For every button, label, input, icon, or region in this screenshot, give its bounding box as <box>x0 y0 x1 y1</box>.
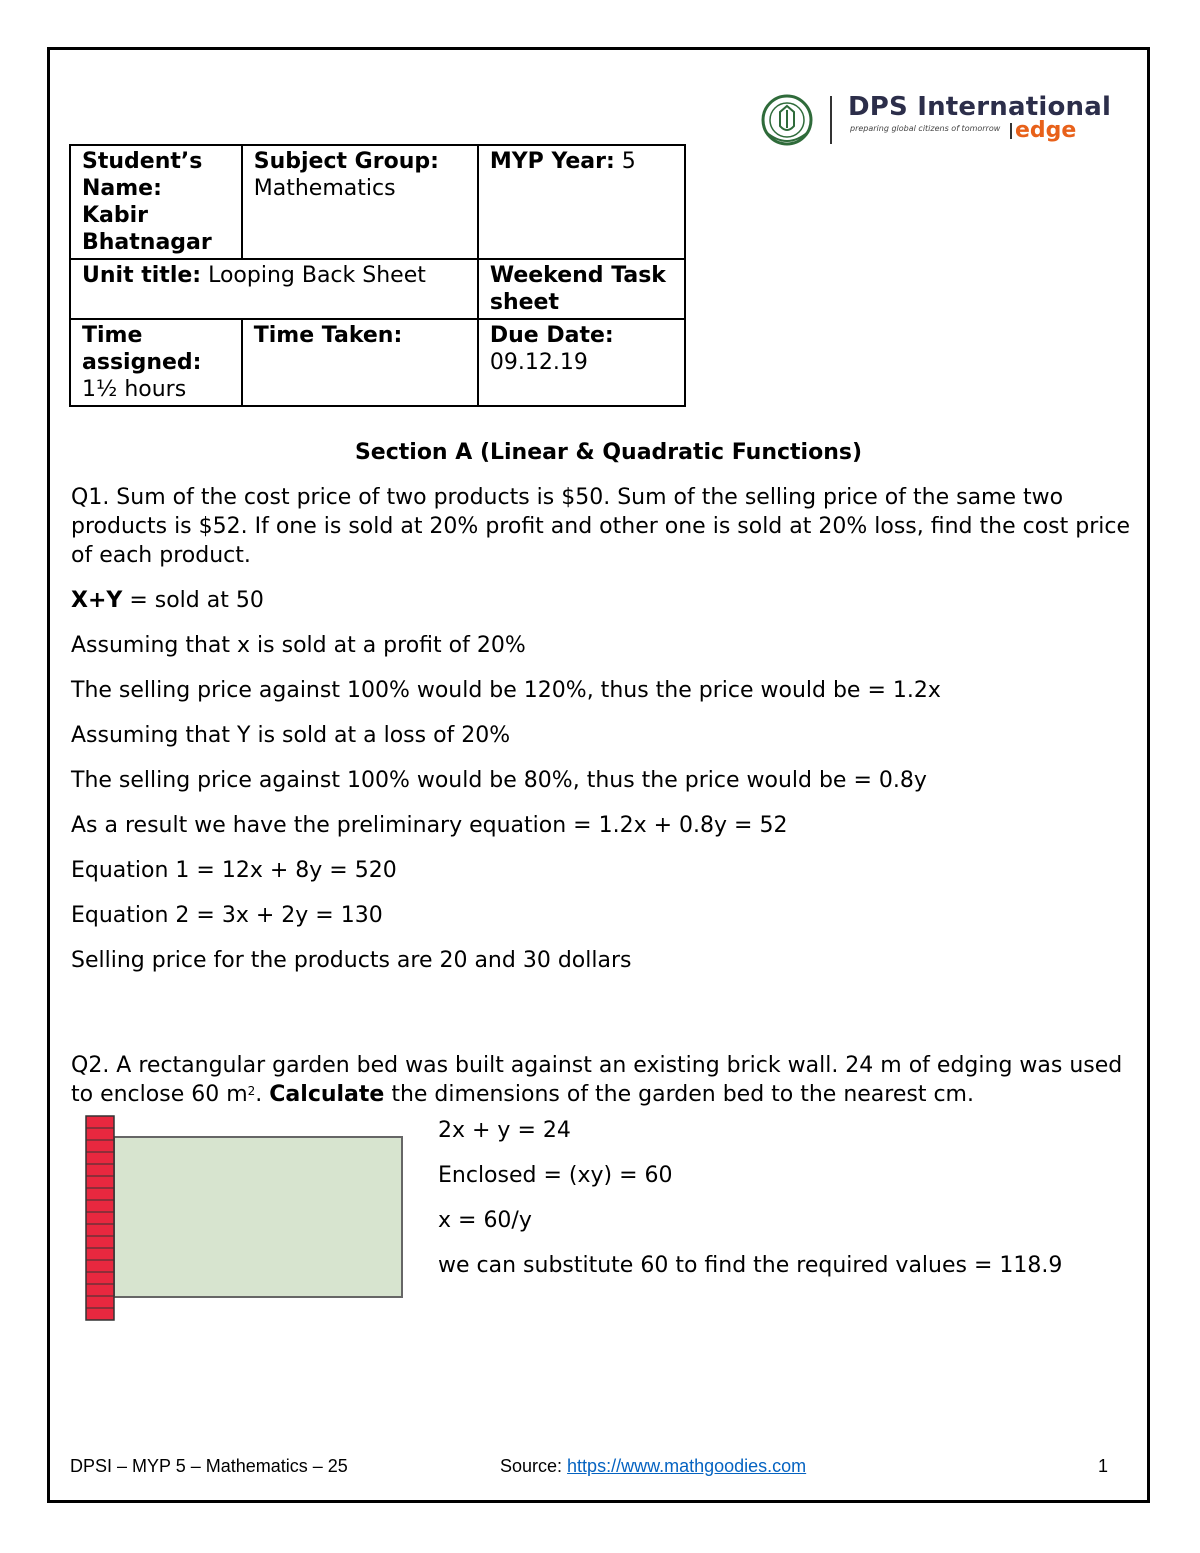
worksheet-content <box>71 438 1136 1109</box>
brand-edge: edge <box>1015 118 1077 143</box>
q1-answer-line: The selling price against 100% would be 120%, thus the price would be = 1.2x <box>71 678 941 703</box>
q1-answer-line: Equation 1 = 12x + 8y = 520 <box>71 858 397 883</box>
brand-tagline: preparing global citizens of tomorrow <box>850 124 1001 133</box>
due-date-value: 09.12.19 <box>489 350 588 375</box>
q2-question-part3: the dimensions of the garden bed to the nearest cm. <box>384 1082 974 1107</box>
footer-left: DPSI – MYP 5 – Mathematics – 25 <box>70 1456 348 1476</box>
brand-name: DPS International <box>848 92 1112 122</box>
unit-cell <box>70 259 478 319</box>
edge-separator <box>1010 123 1012 139</box>
due-date-label: Due Date: <box>489 323 614 348</box>
q2-calculate-bold: Calculate <box>269 1082 385 1107</box>
logo-separator <box>830 96 832 144</box>
student-cell <box>70 145 242 259</box>
page-number: 1 <box>1098 1456 1109 1476</box>
q2-answer-line: 2x + y = 24 <box>438 1118 571 1143</box>
source-link[interactable]: https://www.mathgoodies.com <box>567 1456 807 1476</box>
time-assigned-label: Time assigned: <box>82 323 202 375</box>
time-assigned-cell <box>70 319 242 406</box>
garden-bed-diagram <box>84 1114 404 1324</box>
q2-superscript: 2 <box>247 1084 256 1098</box>
myp-value: 5 <box>621 149 636 174</box>
subject-cell <box>242 145 478 259</box>
q1-xy-rest: = sold at 50 <box>122 588 264 613</box>
q2-answer-line: x = 60/y <box>438 1208 532 1233</box>
q1-answer-line: Selling price for the products are 20 and 30 dollars <box>71 948 632 973</box>
q1-answer-line <box>71 586 1136 615</box>
q1-answer-line: Equation 2 = 3x + 2y = 130 <box>71 903 383 928</box>
student-name: Kabir Bhatnagar <box>82 203 212 255</box>
q2-answer-line: we can substitute 60 to find the required values = 118.9 <box>438 1253 1063 1278</box>
garden-bed <box>114 1137 402 1297</box>
q2-answers <box>438 1116 1062 1296</box>
footer-source-label: Source: <box>500 1456 568 1476</box>
time-taken-cell <box>242 319 478 406</box>
q2-question-part2: . <box>255 1082 270 1107</box>
q1-xy-bold: X+Y <box>71 588 123 613</box>
footer-source <box>500 1456 806 1477</box>
q2-question <box>71 1051 1136 1109</box>
brick-wall <box>86 1116 114 1320</box>
section-title: Section A (Linear & Quadratic Functions) <box>354 440 863 465</box>
time-assigned-value: 1½ hours <box>82 377 187 402</box>
student-label: Student’s Name: <box>82 149 203 201</box>
due-date-cell <box>478 319 685 406</box>
q1-answer-line: As a result we have the preliminary equation = 1.2x + 0.8y = 52 <box>71 813 788 838</box>
myp-label: MYP Year: <box>489 149 615 174</box>
q2-answer-line: Enclosed = (xy) = 60 <box>438 1163 673 1188</box>
q1-answer-line: Assuming that Y is sold at a loss of 20% <box>71 723 511 748</box>
time-taken-label: Time Taken: <box>253 323 403 348</box>
q1-answer-line: Assuming that x is sold at a profit of 20% <box>71 633 526 658</box>
unit-label: Unit title: <box>82 263 202 288</box>
task-cell <box>478 259 685 319</box>
q2-question-part1: Q2. A rectangular garden bed was built against an existing brick wall. 24 m of edging was used to enclose 60 m <box>71 1053 1123 1107</box>
unit-value: Looping Back Sheet <box>208 263 426 288</box>
q1-question: Q1. Sum of the cost price of two products is $50. Sum of the selling price of the same two products is $52. If one is sold at 20% profit and other one is sold at 20% loss, find the cost price of each product. <box>71 485 1130 568</box>
header-table <box>69 144 686 407</box>
q1-answer-line: The selling price against 100% would be 80%, thus the price would be = 0.8y <box>71 768 927 793</box>
subject-label: Subject Group: <box>253 149 439 174</box>
task-label: Weekend Task sheet <box>489 263 666 315</box>
dps-logo <box>758 92 1112 148</box>
subject-value: Mathematics <box>253 176 396 201</box>
myp-cell <box>478 145 685 259</box>
school-emblem-icon <box>758 92 816 148</box>
